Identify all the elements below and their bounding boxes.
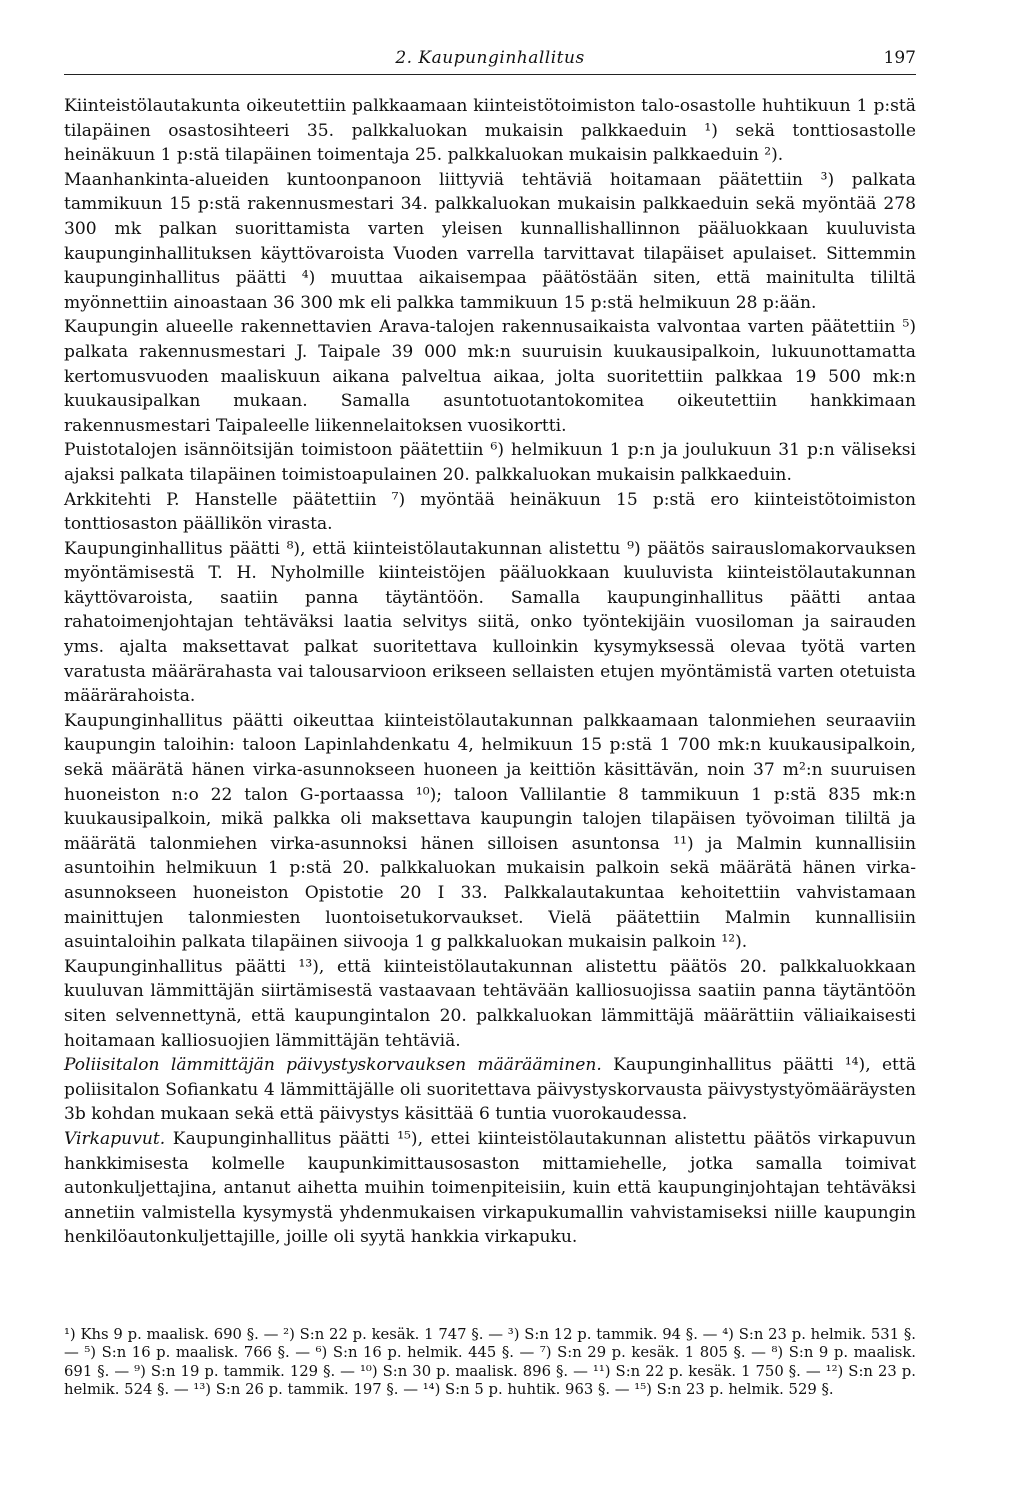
paragraph-text: Kaupungin alueelle rakennettavien Arava-talojen rakennusaikaista valvontaa varten päätettiin ⁵) palkata rakennusmestari J. Taipale 39 000 mk:n suuruisin kuukausipalkoin, lukuunottamatta kertomusvuoden maaliskuun aikana palveltua aikaa, jolta suoritettiin palkkaa 19 500 mk:n kuukausipalkan mukaan. Samalla asuntotuotantokomitea oikeutettiin hankkimaan rakennusmestari Taipaleelle liikennelaitoksen vuosikortti. bbox=[64, 317, 916, 436]
footnotes: ¹) Khs 9 p. maalisk. 690 §. — ²) S:n 22 p. kesäk. 1 747 §. — ³) S:n 12 p. tammik. 94 §. — ⁴) S:n 23 p. helmik. 531 §. — ⁵) S:n 16 p. maalisk. 766 §. — ⁶) S:n 16 p. helmik. 445 §. — ⁷) S:n 29 p. kesäk. 1 805 §. — ⁸) S:n 9 p. maalisk. 691 §. — ⁹) S:n 19 p. tammik. 129 §. — ¹⁰) S:n 30 p. maalisk. 896 §. — ¹¹) S:n 22 p. kesäk. 1 750 §. — ¹²) S:n 23 p. helmik. 524 §. — ¹³) S:n 26 p. tammik. 197 §. — ¹⁴) S:n 5 p. huhtik. 963 §. — ¹⁵) S:n 23 p. helmik. 529 §. bbox=[64, 1326, 916, 1399]
paragraph bbox=[64, 315, 916, 438]
page-number: 197 bbox=[883, 48, 916, 68]
paragraph bbox=[64, 955, 916, 1053]
paragraph-text: Kaupunginhallitus päätti ¹⁴), että poliisitalon Sofiankatu 4 lämmittäjälle oli suoritettava päivystyskorvausta päivystystyömääräysten 3b kohdan mukaan sekä että päivystys käsittää 6 tuntia vuorokaudessa. bbox=[64, 1055, 916, 1125]
section-heading-italic: Virkapuvut. bbox=[64, 1128, 166, 1149]
paragraph-text: Arkkitehti P. Hanstelle päätettiin ⁷) myöntää heinäkuun 15 p:stä ero kiinteistötoimiston tonttiosaston päällikön virasta. bbox=[64, 489, 916, 535]
chapter-title: 2. Kaupunginhallitus bbox=[395, 48, 585, 68]
paragraph-text: Kaupunginhallitus päätti ⁸), että kiinteistölautakunnan alistettu ⁹) päätös sairauslomakorvauksen myöntämisestä T. H. Nyholmille kiinteistöjen pääluokkaan kuuluvista kiinteistölautakunnan käyttövaroista, saatiin panna täytäntöön. Samalla kaupunginhallitus päätti antaa rahatoimenjohtajan tehtäväksi laatia selvitys siitä, onko työntekijäin vuosiloman ja sairauden yms. ajalta maksettavat palkat suoritettava kulloinkin kysymyksessä olevaa työtä varten varatusta määrärahasta vai talousarvioon erikseen sellaisten etujen myöntämistä varten otetuista määrärahoista. bbox=[64, 538, 916, 707]
running-header bbox=[64, 44, 916, 75]
paragraph-text: Puistotalojen isännöitsijän toimistoon päätettiin ⁶) helmikuun 1 p:n ja joulukuun 31 p:n väliseksi ajaksi palkata tilapäinen toimistoapulainen 20. palkkaluokan mukaisin palkkaeduin. bbox=[64, 440, 916, 485]
paragraph bbox=[64, 537, 916, 709]
paragraph bbox=[64, 1127, 916, 1250]
paragraph bbox=[64, 1053, 916, 1127]
paragraph bbox=[64, 168, 916, 316]
paragraph bbox=[64, 438, 916, 487]
paragraph-text: Kaupunginhallitus päätti ¹⁵), ettei kiinteistölautakunnan alistettu päätös virkapuvun hankkimisesta kolmelle kaupunkimittausosaston mittamiehelle, jotka samalla toimivat autonkuljettajina, antanut aihetta muihin toimenpiteisiin, kuin että kaupunginjohtajan tehtäväksi annetiin valmistella kysymystä yhdenmukaisen virkapukumallin vahvistamiseksi niille kaupungin henkilöautonkuljettajille, joille oli syytä hankkia virkapuku. bbox=[64, 1128, 916, 1248]
paragraph-text: Kaupunginhallitus päätti oikeuttaa kiinteistölautakunnan palkkaamaan talonmiehen seuraaviin kaupungin taloihin: taloon Lapinlahdenkatu 4, helmikuun 15 p:stä 1 700 mk:n kuukausipalkoin, sekä määrätä hänen virka-asunnokseen huoneen ja keittiön käsittävän, noin 37 m²:n suuruisen huoneiston n:o 22 talon G-portaassa ¹⁰); taloon Vallilantie 8 tammikuun 1 p:stä 835 mk:n kuukausipalkoin, mikä palkka oli maksettava kaupungin talojen tilapäisen työvoiman tililtä ja määrätä talonmiehen virka-asunnoksi hänen silloisen asuntonsa ¹¹) ja Malmin kunnallisiin asuntoihin helmikuun 1 p:stä 20. palkkaluokan mukaisin palkoin sekä määrätä hänen virka-asunnokseen huoneiston Opistotie 20 I 33. Palkkalautakuntaa kehoitettiin vahvistamaan mainittujen talonmiesten luontoisetukorvaukset. Vielä päätettiin Malmin kunnallisiin asuintaloihin palkata tilapäinen siivooja 1 g palkkaluokan mukaisin palkoin ¹²). bbox=[64, 710, 916, 953]
body-text bbox=[64, 94, 916, 1250]
paragraph-text: Maanhankinta-alueiden kuntoonpanoon liittyviä tehtäviä hoitamaan päätettiin ³) palkata tammikuun 15 p:stä rakennusmestari 34. palkkaluokan mukaisin palkkaeduin sekä myöntää 278 300 mk palkan suorittamista varten yleisen kunnallishallinnon pääluokkaan kuuluvista kaupunginhallituksen käyttövaroista Vuoden varrella tarvittavat tilapäiset apulaiset. Sittemmin kaupunginhallitus päätti ⁴) muuttaa aikaisempaa päätöstään siten, että mainitulta tililtä myönnettiin ainoastaan 36 300 mk eli palkka tammikuun 15 p:stä helmikuun 28 p:ään. bbox=[64, 169, 916, 313]
paragraph-text: Kiinteistölautakunta oikeutettiin palkkaamaan kiinteistötoimiston talo-osastolle huhtikuun 1 p:stä tilapäinen osastosihteeri 35. palkkaluokan mukaisin palkkaeduin ¹) sekä tonttiosastolle heinäkuun 1 p:stä tilapäinen toimentaja 25. palkkaluokan mukaisin palkkaeduin ²). bbox=[64, 96, 916, 166]
paragraph bbox=[64, 488, 916, 537]
paragraph bbox=[64, 709, 916, 955]
paragraph-text: Kaupunginhallitus päätti ¹³), että kiinteistölautakunnan alistettu päätös 20. palkkaluokkaan kuuluvan lämmittäjän siirtämisestä vastaavaan tehtävään kalliosuojissa saatiin panna täytäntöön siten selvennettynä, että kaupungintalon 20. palkkaluokan lämmittäjä määrättiin väliaikaisesti hoitamaan kalliosuojien lämmittäjän tehtäviä. bbox=[64, 956, 916, 1051]
paragraph bbox=[64, 94, 916, 168]
section-heading-italic: Poliisitalon lämmittäjän päivystyskorvauksen määrääminen. bbox=[64, 1055, 602, 1076]
